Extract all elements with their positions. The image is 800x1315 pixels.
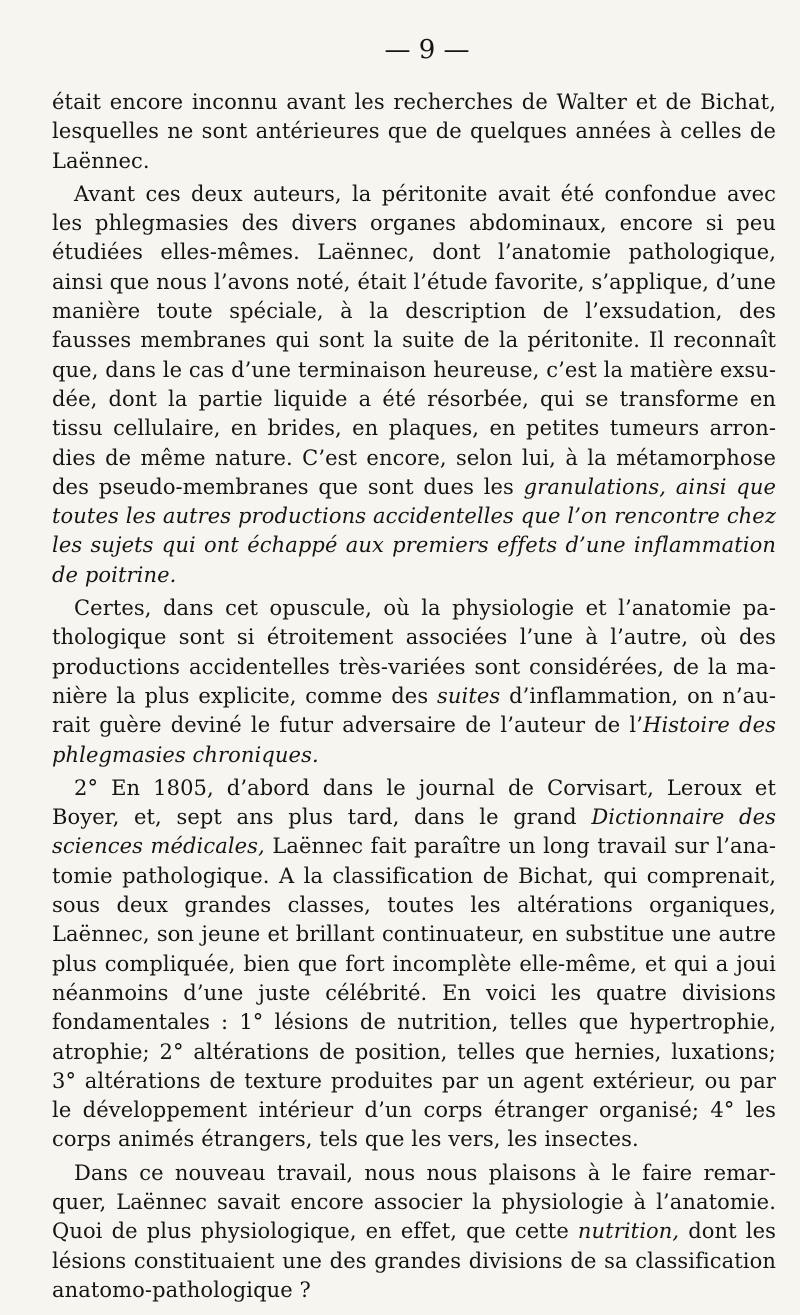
- paragraph-3-italic-title: Histoire des phlegmasies chroniques.: [52, 713, 776, 767]
- paragraph-3-italic-suites: suites: [437, 683, 501, 708]
- paragraph-4: [52, 774, 776, 1155]
- paragraph-3-text-a: Certes, dans cet opuscule, où la physiologie et l’anatomie pathologique sont si étroitement associées l’une à l’autre, où des productions accidentelles très-variées sont considérées, de la manière la plus explicite, comme des: [52, 596, 776, 708]
- paragraph-3-text-b: d’inflammation, on n’aurait guère deviné le futur adversaire de l’auteur de l’: [52, 683, 776, 738]
- paragraph-4-text-b: Laënnec fait paraître un long travail sur l’anatomie pathologique. A la classification de Bichat, qui comprenait, sous deux grandes classes, toutes les altérations organiques, Laënnec, son jeune et brillant continuateur, en substitue une autre plus compliquée, bien que fort incomplète elle-même, et qui a joui néanmoins d’une juste célébrité. En voici les quatre divisions fondamentales : 1° lésions de nutrition, telles que hypertrophie, atrophie; 2° altérations de position, telles que hernies, luxations; 3° altérations de texture produites par un agent extérieur, ou par le développement intérieur d’un corps étranger organisé; 4° les corps animés étrangers, tels que les vers, les insectes.: [52, 834, 776, 1152]
- paragraph-5-italic-nutrition: nutrition,: [577, 1219, 680, 1244]
- paragraph-5-text-b: dont les lésions constituaient une des grandes divisions de sa classification anatomo-pathologique ?: [52, 1219, 776, 1302]
- paragraph-2: [52, 180, 776, 590]
- paragraph-4-italic-dictionnaire: Dictionnaire des sciences médicales,: [52, 805, 776, 859]
- paragraph-4-text-a: 2° En 1805, d’abord dans le journal de Corvisart, Leroux et Boyer, et, sept ans plus tard, dans le grand: [52, 775, 776, 830]
- paragraph-5: [52, 1159, 776, 1305]
- paragraph-5-text-a: Dans ce nouveau travail, nous nous plaisons à le faire remarquer, Laënnec savait encore associer la physiologie à l’anatomie. Quoi de plus physiologique, en effet, que cette: [52, 1160, 776, 1244]
- paragraph-2-text: Avant ces deux auteurs, la péritonite avait été confondue avec les phlegmasies des divers organes abdominaux, encore si peu étudiées elles-mêmes. Laënnec, dont l’anatomie pathologique, ainsi que nous l’avons noté, était l’étude favorite, s’applique, d’une manière toute spéciale, à la description de l’exsudation, des fausses membranes qui sont la suite de la péritonite. Il reconnaît que, dans le cas d’une terminaison heureuse, c’est la matière exsudée, dont la partie liquide a été résorbée, qui se transforme en tissu cellulaire, en brides, en plaques, en petites tumeurs arrondies de même nature. C’est encore, selon lui, à la métamorphose des pseudo-membranes que sont dues les: [52, 181, 776, 499]
- paragraph-1-text: était encore inconnu avant les recherches de Walter et de Bichat, lesquelles ne sont antérieures que de quelques années à celles de Laënnec.: [52, 90, 776, 173]
- paragraph-1: [52, 88, 776, 176]
- paragraph-3: [52, 594, 776, 770]
- page-number: — 9 —: [384, 35, 470, 65]
- paragraph-2-italic-quote: granulations, ainsi que toutes les autres productions accidentelles que l’on rencontre chez les sujets qui ont échappé aux premiers effets d’une inflammation de poitrine.: [52, 474, 776, 587]
